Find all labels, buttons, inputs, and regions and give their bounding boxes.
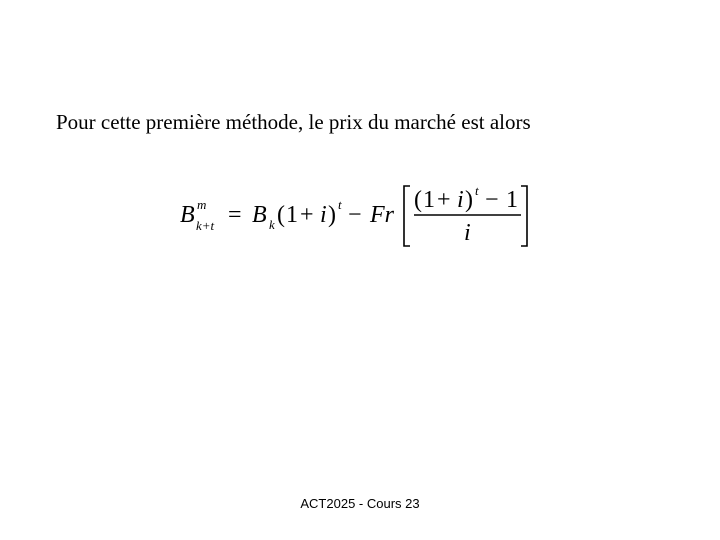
formula-num-minus: − xyxy=(485,187,499,213)
formula-lhs-sup: m xyxy=(197,197,207,212)
formula-lhs-sub: k+t xyxy=(196,218,215,233)
formula-equals: = xyxy=(228,202,242,228)
formula-num-exp: t xyxy=(475,183,479,198)
formula-one: 1 xyxy=(286,202,298,228)
formula-minus: − xyxy=(348,202,362,228)
formula-lhs-base: B xyxy=(180,202,195,228)
slide-footer: ACT2025 - Cours 23 xyxy=(300,496,420,511)
formula-open-paren: ( xyxy=(277,202,285,228)
formula-num-one2: 1 xyxy=(506,187,518,213)
formula-term1-sub: k xyxy=(269,217,275,232)
formula-fr: Fr xyxy=(370,202,394,228)
formula-svg xyxy=(178,180,538,252)
formula-num-open: ( xyxy=(414,187,422,213)
formula-close-paren: ) xyxy=(328,202,336,228)
formula-num-plus: + xyxy=(437,187,451,213)
formula-num-one: 1 xyxy=(423,187,435,213)
intro-text: Pour cette première méthode, le prix du marché est alors xyxy=(56,110,531,134)
formula-plus: + xyxy=(300,202,314,228)
formula-exp-t: t xyxy=(338,197,342,212)
formula-term1-base: B xyxy=(252,202,267,228)
formula-right-bracket xyxy=(521,186,527,246)
market-price-formula xyxy=(178,180,538,252)
formula-i: i xyxy=(320,202,327,228)
formula-left-bracket xyxy=(404,186,410,246)
formula-num-close: ) xyxy=(465,187,473,213)
formula-num-i: i xyxy=(457,187,464,213)
formula-denominator: i xyxy=(464,220,471,246)
